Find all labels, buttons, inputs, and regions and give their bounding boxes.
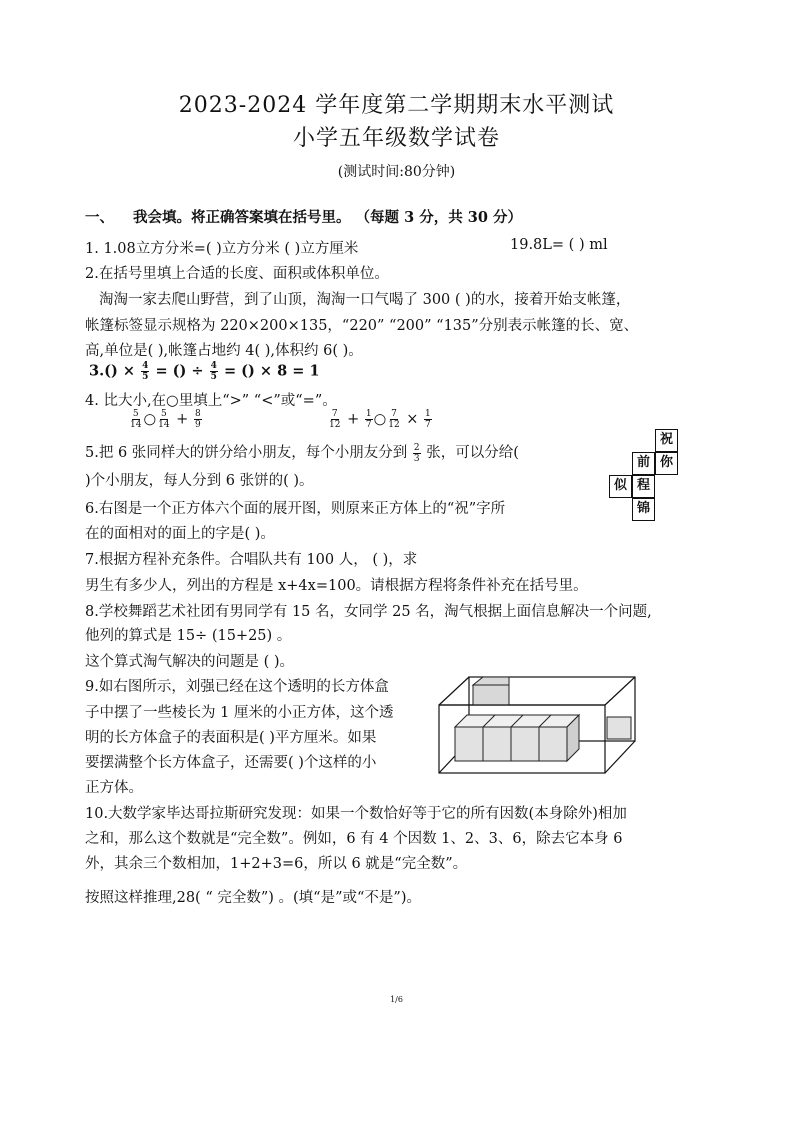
page-number: 1/6 — [390, 995, 403, 1004]
question-2-line: 帐篷标签显示规格为 220×200×135，“220” “200” “135”分别表示帐篷的长、宽、 — [85, 318, 639, 334]
question-9-line: 要摆满整个长方体盒子，还需要( )个这样的小 — [85, 755, 377, 771]
question-2-line: 淘淘一家去爬山野营，到了山顶，淘淘一口气喝了 300 ( )的水，接着开始支帐篷， — [99, 292, 631, 308]
net-face: 似 — [609, 475, 632, 498]
question-5-line: )个小朋友，每人分到 6 张饼的( )。 — [85, 473, 314, 489]
question-10-line: 按照这样推理,28( “ 完全数”) 。(填“是”或“不是”)。 — [85, 890, 421, 906]
question-2-line: 高,单位是( ),帐篷占地约 4( ),体积约 6( )。 — [85, 343, 363, 359]
question-10-line: 10.大数学家毕达哥拉斯研究发现：如果一个数恰好等于它的所有因数(本身除外)相加 — [85, 806, 627, 822]
question-1-part-b: 19.8L= ( ) ml — [510, 237, 608, 253]
question-8-line: 8.学校舞蹈艺术社团有男同学有 15 名，女同学 25 名，淘气根据上面信息解决一个问题, — [85, 604, 652, 620]
question-2-prompt: 2.在括号里填上合适的长度、面积或体积单位。 — [85, 266, 389, 282]
exam-subtitle: 小学五年级数学试卷 — [292, 126, 500, 151]
fraction: $\frac{4}{5}$ — [210, 361, 217, 382]
question-5-line: 5.把 6 张同样大的饼分给小朋友，每个小朋友分到 $\frac{2}{3}$ 张，可以分给( — [85, 442, 519, 464]
net-face: 祝 — [655, 429, 678, 452]
question-4-compare-a: $\frac{5}{14}$ ○ $\frac{5}{14}$ + $\frac{8}{9}$ — [130, 409, 201, 430]
exam-title: 2023-2024 学年度第二学期期末水平测试 — [178, 93, 615, 118]
question-6-line: 在的面相对的面上的字是( )。 — [85, 526, 275, 542]
question-7-line: 7.根据方程补充条件。合唱队共有 100 人， ( )，求 — [85, 552, 418, 568]
question-9-line: 正方体。 — [85, 780, 143, 796]
box-diagram — [437, 675, 637, 775]
question-6-line: 6.右图是一个正方体六个面的展开图，则原来正方体上的“祝”字所 — [85, 501, 506, 517]
question-9-line: 9.如右图所示，刘强已经在这个透明的长方体盒 — [85, 679, 389, 695]
question-10-line: 外，其余三个数相加，1+2+3=6，所以 6 就是“完全数”。 — [85, 856, 468, 872]
question-8-line: 这个算式淘气解决的问题是 ( )。 — [85, 654, 295, 670]
question-3: 3.() × $\frac{4}{5}$ = () ÷ $\frac{4}{5}$ = () × 8 = 1 — [89, 361, 320, 382]
question-8-line: 他列的算式是 15÷ (15+25) 。 — [85, 628, 292, 644]
question-4-compare-b: $\frac{7}{12}$ + $\frac{1}{7}$ ○ $\frac{7}{12}$ × $\frac{1}{7}$ — [329, 409, 431, 430]
net-face: 程 — [632, 475, 655, 498]
compare-circle: ○ — [143, 411, 157, 428]
question-4-prompt: 4. 比大小,在○里填上“>” “<”或“=”。 — [85, 393, 337, 409]
net-face: 你 — [655, 452, 678, 475]
question-7-line: 男生有多少人，列出的方程是 x+4x=100。请根据方程将条件补充在括号里。 — [85, 578, 588, 594]
question-1-part-a: 1. 1.08立方分米=( )立方分米 ( )立方厘米 — [85, 241, 359, 257]
compare-circle: ○ — [373, 411, 387, 428]
fraction: $\frac{4}{5}$ — [142, 361, 149, 382]
question-9-line: 子中摆了一些棱长为 1 厘米的小正方体，这个透 — [85, 705, 394, 721]
question-10-line: 之和，那么这个数就是“完全数”。例如，6 有 4 个因数 1、2、3、6，除去它本身 6 — [85, 831, 623, 847]
section-heading: 我会填。将正确答案填在括号里。 （每题 3 分，共 30 分） — [133, 209, 523, 226]
exam-duration: (测试时间:80分钟) — [337, 164, 456, 180]
section-number: 一、 — [85, 209, 114, 226]
net-face: 前 — [632, 452, 655, 475]
question-9-line: 明的长方体盒子的表面积是( )平方厘米。如果 — [85, 730, 377, 746]
net-face: 锦 — [632, 498, 655, 521]
